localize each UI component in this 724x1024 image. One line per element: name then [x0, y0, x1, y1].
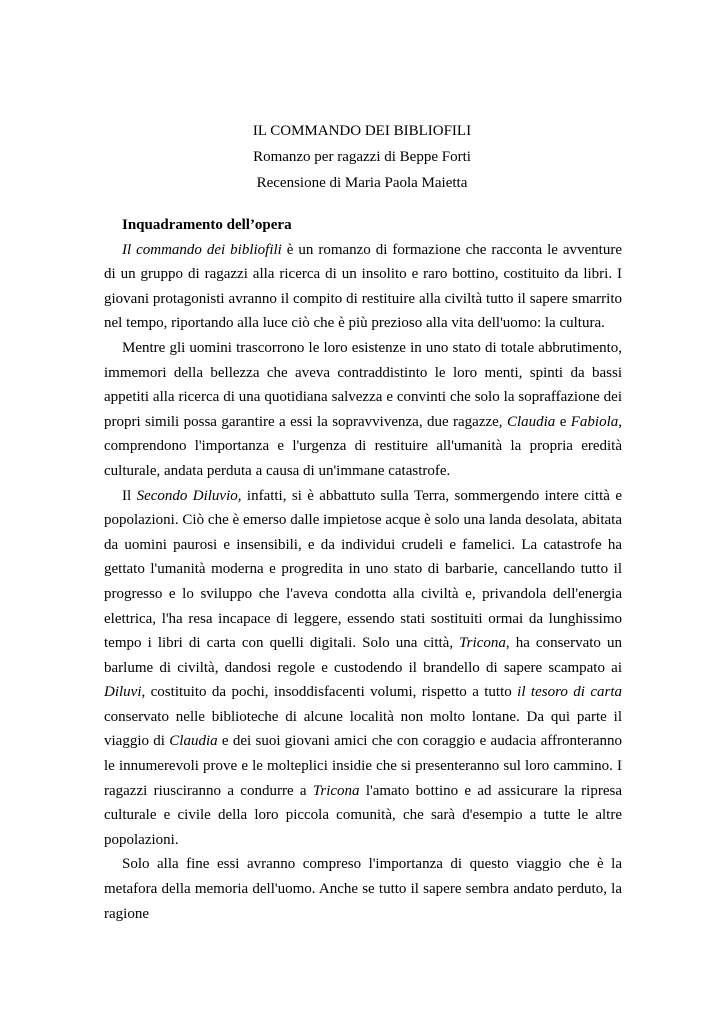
paragraph-2	[104, 336, 622, 484]
paragraph-2-text-c: , comprendono l'importanza e l'urgenza di restituire all'umanità la propria eredità culturale, andata perduta a causa di un'immane catastrofe.	[104, 413, 622, 479]
book-subtitle: Romanzo per ragazzi di Beppe Forti	[253, 149, 471, 165]
paragraph-1	[104, 238, 622, 336]
paragraph-3-text-g: l'amato bottino e ad assicurare la ripresa culturale e civile della loro piccola comunità, che sarà d'esempio a tutte le altre popolazioni.	[104, 782, 622, 848]
term-diluvi: Diluvi	[104, 684, 142, 701]
title-block	[0, 118, 724, 196]
place-tricona-2: Tricona	[312, 782, 360, 799]
name-claudia-2: Claudia	[169, 733, 218, 750]
paragraph-1-text: è un romanzo di formazione che racconta le avventure di un gruppo di ragazzi alla ricerca di un insolito e raro bottino, costituito da libri. I giovani protagonisti avranno il compito di restituire alla civiltà tutto il sapere smarrito nel tempo, riportando alla luce ciò che è più prezioso alla vita dell'uomo: la cultura.	[104, 241, 623, 332]
place-tricona: Tricona	[459, 635, 506, 652]
paragraph-3-text-b: , infatti, si è abbattuto sulla Terra, sommergendo intere città e popolazioni. Ciò che è emerso dalle impietose acque è solo una landa desolata, abitata da uomini paurosi e insensibili, e da individui crudeli e famelici. La catastrofe ha gettato l'umanità moderna e progredita in uno stato di barbarie, cancellando tutto il progresso e lo sviluppo che l'aveva condotta alla civiltà e, privandola dell'energia elettrica, l'ha resa incapace di leggere, essendo stati sostituiti ormai da lunghissimo tempo i libri di carta con quelli digitali. Solo una città,	[104, 487, 622, 652]
paragraph-3-text-f: e dei suoi giovani amici che con coraggio e audacia affronteranno le innumerevoli prove e le molteplici insidie che si presenteranno sul loro cammino. I ragazzi riusciranno a condurre a	[104, 733, 622, 799]
book-title-italic: Il commando dei bibliofili	[122, 241, 282, 258]
name-fabiola: Fabiola	[570, 413, 619, 430]
paragraph-2-text-a: Mentre gli uomini trascorrono le loro esistenze in uno stato di totale abbrutimento, immemori della bellezza che aveva contraddistinto le loro menti, spinti da bassi appetiti alla ricerca di una quotidiana salvezza e convinti che solo la sopraffazione dei propri simili possa garantire a essi la sopravvivenza, due ragazze,	[104, 339, 622, 430]
paragraph-3-text-d: , costituito da pochi, insoddisfacenti volumi, rispetto a tutto	[141, 684, 518, 701]
paragraph-4: Solo alla fine essi avranno compreso l'importanza di questo viaggio che è la metafora della memoria dell'uomo. Anche se tutto il sapere sembra andato perduto, la ragione	[104, 856, 622, 922]
body-text	[104, 213, 622, 926]
name-claudia: Claudia	[506, 413, 556, 430]
term-secondo-diluvio: Secondo Diluvio	[136, 487, 238, 504]
paragraph-3	[104, 484, 622, 853]
paragraph-3-text-e: conservato nelle biblioteche di alcune località non molto lontane. Da qui parte il viaggio di	[104, 708, 622, 750]
review-author: Recensione di Maria Paola Maietta	[256, 175, 468, 191]
book-title: IL COMMANDO DEI BIBLIOFILI	[252, 123, 472, 139]
term-tesoro-di-carta: il tesoro di carta	[517, 684, 622, 701]
section-heading: Inquadramento dell’opera	[122, 217, 292, 233]
paragraph-3-text-c: , ha conservato un barlume di civiltà, dandosi regole e custodendo il brandello di sapere scampato ai	[104, 635, 622, 676]
paragraph-3-text-a: Il	[122, 487, 137, 504]
paragraph-2-text-b: e	[555, 413, 571, 430]
